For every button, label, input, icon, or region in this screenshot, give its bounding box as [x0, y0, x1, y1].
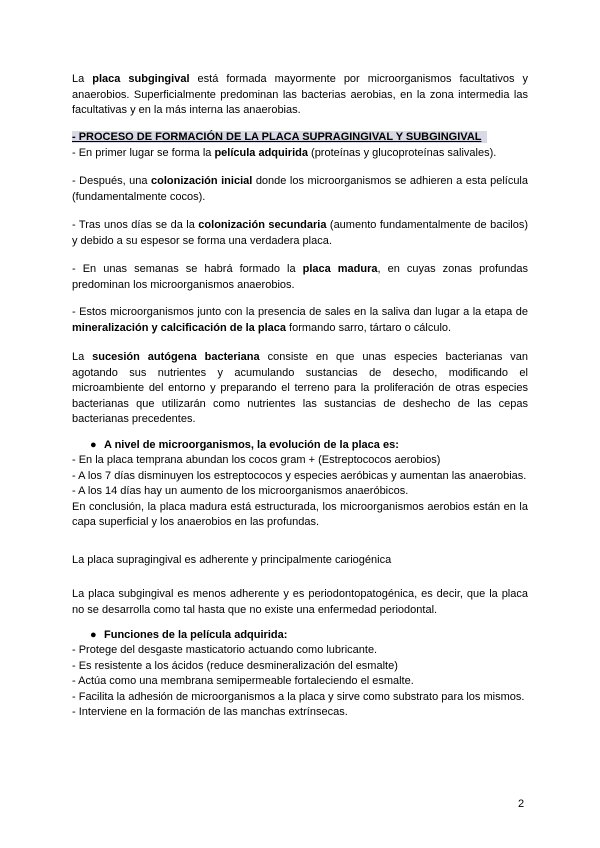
step-4-text-2: , en cuyas zonas profundas predominan los microorganismos anaerobios.	[72, 263, 528, 291]
subgingival-paragraph	[72, 587, 528, 618]
succession-text: La	[72, 351, 93, 363]
bullet-dot: ●	[90, 439, 97, 451]
step-1-text-2: (proteínas y glucoproteínas salivales).	[307, 147, 497, 159]
intro-text-2: está formada mayormente por microorganismos facultativos y anaerobios. Superficialmente predominan las bacterias aerobias, en la zona intermedia las facultativas y en la más interna las anaerobias.	[72, 73, 529, 116]
intro-bold: placa subgingival	[92, 73, 190, 85]
list-item: - Actúa como una membrana semipermeable fortaleciendo el esmalte.	[72, 675, 414, 687]
step-4-bold: placa madura	[302, 263, 378, 275]
list-item: - Protege del desgaste masticatorio actuando como lubricante.	[72, 644, 378, 656]
step-5-bold: mineralización y calcificación de la placa	[72, 321, 286, 334]
succession-bold: sucesión autógena bacteriana	[92, 351, 260, 363]
step-3-bold: colonización secundaria	[198, 219, 327, 231]
supragingival-text: La placa supragingival es adherente y principalmente cariogénica	[72, 554, 392, 566]
list-item: - Facilita la adhesión de microorganismos a la placa y sirve como substrato para los mismos.	[72, 690, 525, 703]
bullet-label: A nivel de microorganismos, la evolución de la placa es:	[104, 439, 399, 451]
subgingival-text: La placa subgingival es menos adherente y es periodontopatogénica, es decir, que la placa no se desarrolla como tal hasta que no existe una enfermedad periodontal.	[72, 588, 528, 616]
bullet-functions	[90, 628, 520, 643]
list-item: En conclusión, la placa madura está estructurada, los microorganismos aerobios están en la capa superficial y los anaerobios en las profundas.	[72, 500, 528, 528]
step-1-text: - En primer lugar se forma la	[72, 147, 215, 159]
step-5-text: - Estos microorganismos junto con la presencia de sales en la saliva dan lugar a la etapa de	[72, 306, 528, 318]
bullet-dot: ●	[90, 629, 97, 641]
list-item: - En la placa temprana abundan los cocos gram + (Estreptococos aerobios)	[72, 454, 441, 466]
list-item: - Es resistente a los ácidos (reduce desmineralización del esmalte)	[72, 659, 398, 672]
step-5	[72, 305, 528, 336]
step-5-text-2: formando sarro, tártaro o cálculo.	[285, 321, 452, 334]
step-3-text: - Tras unos días se da la	[72, 219, 199, 231]
step-3	[72, 218, 528, 249]
succession-text-2: consiste en que unas especies bacterianas van agotando sus nutrientes y acumulando sustancias de desecho, modificando el microambiente del entorno y preparando el terreno para la proliferación de otras especies bacterianas que utilizarán como nutrientes las sustancias de deshecho de las cepas bacterianas precedentes.	[72, 351, 528, 425]
list-item: - A los 14 días hay un aumento de los microorganismos anaeróbicos.	[72, 485, 409, 497]
step-1-bold: película adquirida	[214, 147, 308, 159]
step-2-text: - Después, una	[72, 175, 151, 187]
evolution-list	[72, 453, 528, 531]
step-2	[72, 174, 528, 205]
supragingival-paragraph	[72, 553, 528, 569]
step-3-text-2: (aumento fundamentalmente de bacilos) y debido a su espesor se forma una verdadera placa.	[72, 219, 528, 247]
functions-list	[72, 643, 528, 721]
step-1	[72, 146, 528, 162]
step-4-text: - En unas semanas se habrá formado la	[72, 263, 303, 275]
list-item: - A los 7 días disminuyen los estreptococos y especies aeróbicas y aumentan las anaerobias.	[72, 469, 527, 482]
list-item: - Interviene en la formación de las manchas extrínsecas.	[72, 706, 348, 718]
section-heading-text: - PROCESO DE FORMACIÓN DE LA PLACA SUPRAGINGIVAL Y SUBGINGIVAL	[72, 131, 487, 143]
succession-paragraph	[72, 350, 528, 428]
step-4	[72, 262, 528, 293]
bullet-microorganisms	[90, 438, 520, 453]
intro-text-1: La	[72, 73, 93, 85]
section-heading	[72, 130, 528, 146]
step-2-text-2: donde los microorganismos se adhieren a esta película (fundamentalmente cocos).	[72, 175, 528, 203]
bullet-label: Funciones de la película adquirida:	[104, 629, 288, 641]
step-2-bold: colonización inicial	[151, 175, 253, 187]
page-number: 2	[518, 798, 525, 810]
intro-paragraph	[72, 72, 528, 119]
